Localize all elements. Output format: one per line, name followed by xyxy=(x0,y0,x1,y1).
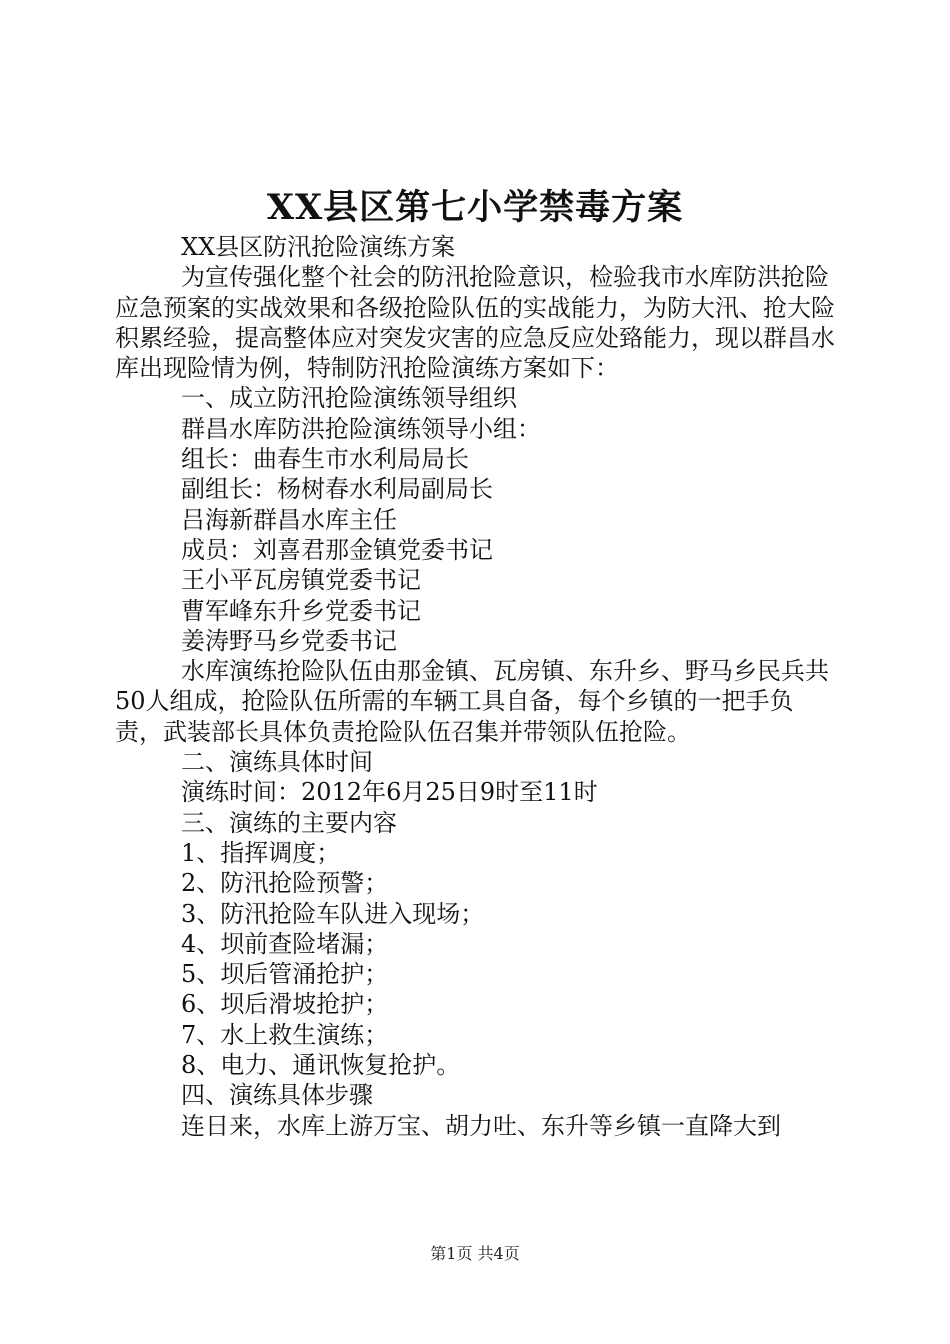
paragraph-line: 演练时间：2012年6月25日9时至11时 xyxy=(181,778,598,807)
list-item: 8、电力、通讯恢复抢护。 xyxy=(181,1051,461,1080)
list-item: 4、坝前查险堵漏； xyxy=(181,929,389,958)
list-item: 1、指挥调度； xyxy=(181,838,341,867)
paragraph-line: 曹军峰东升乡党委书记 xyxy=(181,596,421,625)
paragraph-line: 连日来，水库上游万宝、胡力吐、东升等乡镇一直降大到 xyxy=(181,1111,781,1140)
paragraph-line: 成员：刘喜君那金镇党委书记 xyxy=(181,535,493,564)
section-heading-1: 一、成立防汛抢险演练领导组织 xyxy=(181,384,517,413)
document-body xyxy=(115,232,835,1141)
list-item: 2、防汛抢险预警； xyxy=(181,869,389,898)
list-item: 3、防汛抢险车队进入现场； xyxy=(181,899,485,928)
paragraph-team: 水库演练抢险队伍由那金镇、瓦房镇、东升乡、野马乡民兵共50人组成，抢险队伍所需的车辆工具自备，每个乡镇的一把手负责，武装部长具体负责抢险队伍召集并带领队伍抢险。 xyxy=(115,657,829,746)
list-item: 7、水上救生演练； xyxy=(181,1020,389,1049)
paragraph-intro: 为宣传强化整个社会的防汛抢险意识，检验我市水库防洪抢险应急预案的实战效果和各级抢险队伍的实战能力，为防大汛、抢大险积累经验，提高整体应对突发灾害的应急反应处臵能力，现以群昌水库出现险情为例，特制防汛抢险演练方案如下： xyxy=(115,263,835,383)
paragraph-line: 群昌水库防洪抢险演练领导小组： xyxy=(181,414,541,443)
section-heading-3: 三、演练的主要内容 xyxy=(181,808,397,837)
section-heading-2: 二、演练具体时间 xyxy=(181,748,373,777)
paragraph-line: 王小平瓦房镇党委书记 xyxy=(181,566,421,595)
page-footer: 第1页 共4页 xyxy=(430,1244,520,1263)
document-title: XX县区第七小学禁毒方案 xyxy=(266,187,684,228)
list-item: 6、坝后滑坡抢护； xyxy=(181,990,389,1019)
paragraph-line: 组长：曲春生市水利局局长 xyxy=(181,445,469,474)
paragraph-line: 吕海新群昌水库主任 xyxy=(181,505,397,534)
paragraph-line: 姜涛野马乡党委书记 xyxy=(181,626,397,655)
paragraph-subtitle: XX县区防汛抢险演练方案 xyxy=(181,233,456,261)
section-heading-4: 四、演练具体步骤 xyxy=(181,1081,373,1110)
list-item: 5、坝后管涌抢护； xyxy=(181,960,389,989)
paragraph-line: 副组长：杨树春水利局副局长 xyxy=(181,475,493,504)
